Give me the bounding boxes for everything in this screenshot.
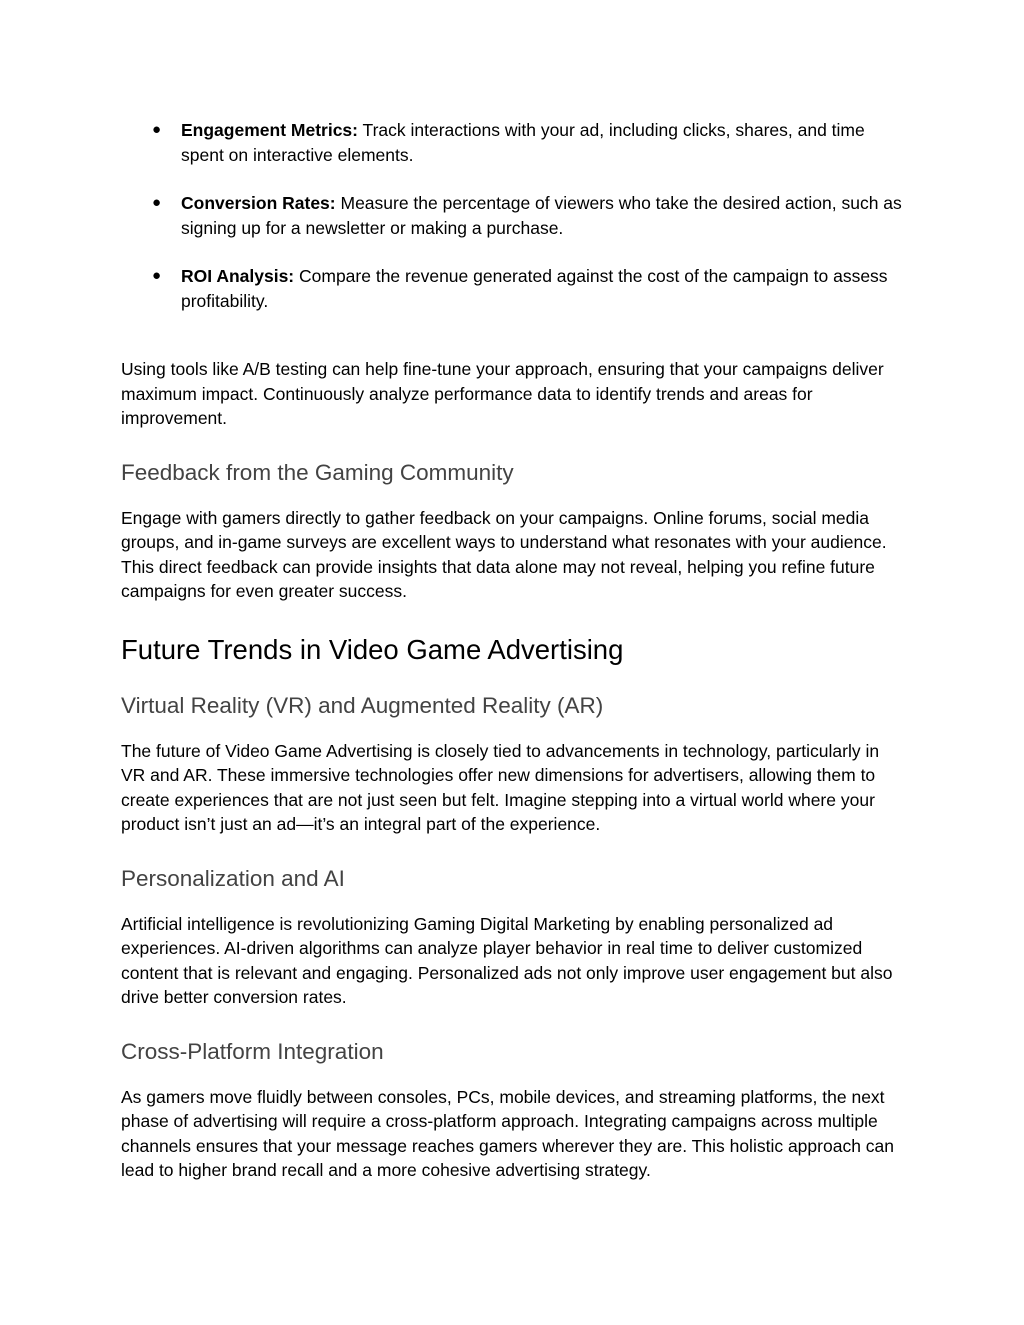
feedback-heading: Feedback from the Gaming Community [121, 459, 514, 485]
bullet-term: Conversion Rates: [181, 193, 336, 213]
metrics-bullet-list [121, 118, 906, 313]
bullet-dot-icon: ● [152, 194, 162, 211]
vr-ar-heading: Virtual Reality (VR) and Augmented Reality (AR) [121, 692, 604, 718]
personalization-heading: Personalization and AI [121, 865, 345, 891]
cross-platform-paragraph: As gamers move fluidly between consoles, PCs, mobile devices, and streaming platforms, the next phase of advertising will require a cross-platform approach. Integrating campaigns across multiple channels ensures that your message reaches gamers wherever they are. This holistic approach can lead to higher brand recall and a more cohesive advertising strategy. [121, 1086, 894, 1180]
bullet-term: ROI Analysis: [181, 266, 295, 286]
feedback-paragraph: Engage with gamers directly to gather feedback on your campaigns. Online forums, social media groups, and in-game surveys are excellent ways to understand what resonates with your audience. This direct feedback can provide insights that data alone may not reveal, helping you refine future campaigns for even greater success. [121, 507, 887, 601]
bullet-conversion-rates [121, 191, 906, 240]
bullet-text: Compare the revenue generated against the cost of the campaign to assess profitability. [181, 266, 888, 311]
ab-testing-paragraph: Using tools like A/B testing can help fine-tune your approach, ensuring that your campaigns deliver maximum impact. Continuously analyze performance data to identify trends and areas for improvement. [121, 359, 884, 428]
bullet-term: Engagement Metrics: [181, 120, 358, 140]
bullet-text: Track interactions with your ad, including clicks, shares, and time spent on interactive elements. [181, 120, 865, 165]
bullet-dot-icon: ● [152, 267, 162, 284]
bullet-text: Measure the percentage of viewers who take the desired action, such as signing up for a newsletter or making a purchase. [181, 193, 902, 238]
future-trends-heading: Future Trends in Video Game Advertising [121, 633, 624, 665]
bullet-dot-icon: ● [152, 121, 162, 138]
bullet-roi-analysis [121, 264, 906, 313]
document-page [121, 118, 906, 1183]
vr-ar-paragraph: The future of Video Game Advertising is closely tied to advancements in technology, particularly in VR and AR. These immersive technologies offer new dimensions for advertisers, allowing them to create experiences that are not just seen but felt. Imagine stepping into a virtual world where your product isn’t just an ad—it’s an integral part of the experience. [121, 740, 880, 834]
bullet-engagement-metrics [121, 118, 906, 167]
personalization-paragraph: Artificial intelligence is revolutionizing Gaming Digital Marketing by enabling personalized ad experiences. AI-driven algorithms can analyze player behavior in real time to deliver customized content that is relevant and engaging. Personalized ads not only improve user engagement but also drive better conversion rates. [121, 913, 893, 1007]
cross-platform-heading: Cross-Platform Integration [121, 1038, 384, 1064]
